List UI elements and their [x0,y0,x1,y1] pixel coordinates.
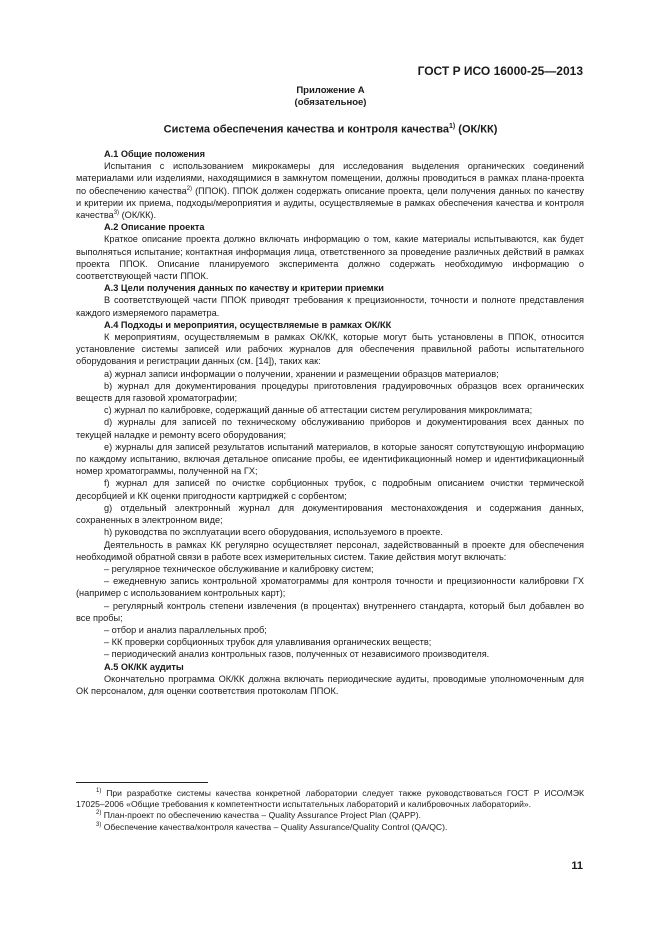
paragraph: К мероприятиям, осуществляемым в рамках ОК/КК, которые могут быть установлены в ППОК, относится установление системы записей или рабочих журналов для обеспечения правильной работы испытательного оборудования и регистрации данных (см. [14]), таких как: [76,332,584,367]
text-run: Испытания с использованием микрокамеры для исследования выделения органических соединений материалами или изделиями, находящимися в замкнутом помещении, должны проводиться в рамках плана-проекта по обеспечению качества [76,161,584,196]
list-item: a) журнал записи информации о получении, хранении и размещении образцов материалов; [104,368,499,379]
section-heading-a5: А.5 ОК/КК аудиты [104,661,184,672]
list-item: – КК проверки сорбционных трубок для улавливания органических веществ; [104,637,432,648]
footnote-mark-1: 1) [448,123,456,130]
main-title-suffix: (ОК/КК) [455,123,498,136]
annex-main-title [0,123,661,136]
list-item: g) отдельный электронный журнал для документирования местонахождения и содержания данных, сохраненных в электронном виде; [76,502,584,526]
list-item: – ежедневную запись контрольной хроматограммы для контроля точности и прецизионности калибровки ГХ (например с использованием контрольных карт); [76,576,584,599]
list-item: – регулярный контроль степени извлечения (в процентах) внутреннего стандарта, который был добавлен во все пробы; [76,600,584,623]
footnote [76,788,584,810]
list-item: e) журналы для записей результатов испытаний материалов, в которые заносят сопутствующую информацию по каждому испытанию, включая детальное описание пробы, ее идентификационный номер и идентификационный номер хроматограммы, полученной на ГХ; [76,441,584,477]
section-heading-a1: А.1 Общие положения [104,149,205,159]
page-number: 11 [571,860,583,872]
annex-body [76,148,584,697]
footnote-mark-2: 2) [186,185,193,192]
list-item: f) журнал для записей по очистке сорбционных трубок, с подробным описанием очистки термической десорбцией и КК оценки пригодности картриджей с сорбентом; [76,478,584,501]
list-item: – регулярное техническое обслуживание и калибровку систем; [104,563,374,574]
footnote-mark: 1) [96,788,102,795]
list-item: c) журнал по калибровке, содержащий данные об аттестации систем регулирования микроклимата; [104,405,533,416]
list-item: – отбор и анализ параллельных проб; [104,624,267,635]
footnote-mark-3: 3) [113,209,120,216]
section-heading-a2: А.2 Описание проекта [104,222,205,233]
footnotes [76,788,584,833]
annex-heading [0,85,661,109]
standard-designation: ГОСТ Р ИСО 16000-25—2013 [417,64,583,78]
annex-status: (обязательное) [294,97,367,108]
footnote-text: План-проект по обеспечению качества – Quality Assurance Project Plan (QAPP). [101,810,421,821]
section-heading-a3: А.3 Цели получения данных по качеству и критерии приемки [104,283,384,294]
footnote-text: При разработке системы качества конкретной лаборатории следует также руководствоваться ГОСТ Р ИСО/МЭК 17025–2006 «Общие требования к компетентности испытательных лабораторий и калибровочных лабораторий». [76,788,584,810]
paragraph: Деятельность в рамках КК регулярно осуществляет персонал, задействованный в проекте для обеспечения необходимой обратной связи в работе всех измерительных систем. Такие действия могут включать: [76,539,584,562]
paragraph: Окончательно программа ОК/КК должна включать периодические аудиты, проводимые уполномоченным для ОК персоналом, для оценки соответствия протоколам ППОК. [76,673,584,696]
paragraph: Краткое описание проекта должно включать информацию о том, какие материалы испытываются, как будет выполняться испытание; контактная информация лица, ответственного за проведение различных действий в рамках проекта ППОК. Описание планируемого эксперимента должно содержать необходимую информацию о соответствующей части ППОК. [76,234,584,282]
paragraph: В соответствующей части ППОК приводят требования к прецизионности, точности и полноте представления каждого измеряемого параметра. [76,295,584,318]
footnote [76,822,584,833]
footnote-mark: 2) [96,810,102,817]
annex-title: Приложение А [296,85,365,96]
footnote [76,810,584,821]
list-item: h) руководства по эксплуатации всего оборудования, используемого в проекте. [104,527,443,538]
footnote-mark: 3) [96,821,102,828]
main-title-text: Система обеспечения качества и контроля качества [163,123,449,136]
paragraph [76,160,584,221]
list-item: d) журналы для записей по техническому обслуживанию приборов и документирования всех данных по текущей наладке и ремонту всего оборудования; [76,417,584,440]
section-heading-a4: А.4 Подходы и мероприятия, осуществляемые в рамках ОК/КК [104,319,392,330]
text-run: (ОК/КК). [119,210,157,221]
list-item: b) журнал для документирования процедуры приготовления градуировочных образцов всех органических веществ для газовой хроматографии; [76,380,584,404]
footnote-separator [76,782,208,783]
list-item: – периодический анализ контрольных газов, полученных от независимого производителя. [104,649,490,660]
footnote-text: Обеспечение качества/контроля качества – Quality Assurance/Quality Control (QA/QC). [101,821,448,832]
text-run: (ППОК). ППОК должен содержать описание проекта, цели получения данных по качеству и критерии их приема, подходы/мероприятия и аудиты, осуществляемые в рамках обеспечения качества и контроля качества [76,185,584,221]
